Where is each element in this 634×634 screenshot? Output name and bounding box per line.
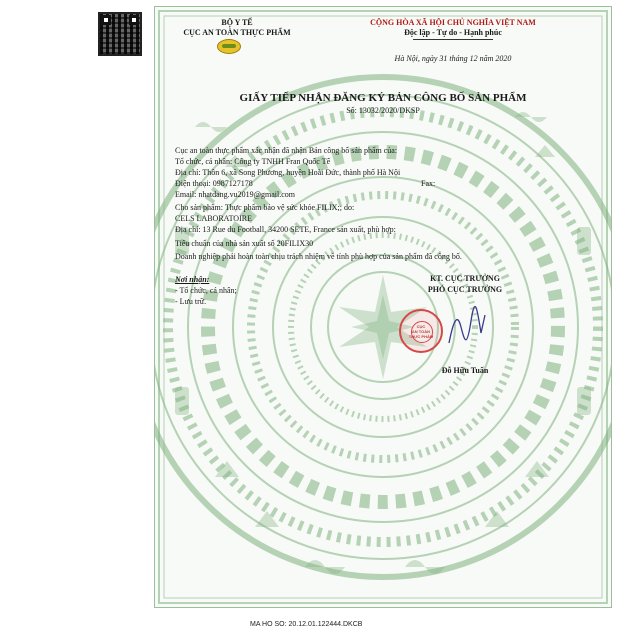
email-line: Email: nhatdang.vu2019@gmail.com — [175, 190, 296, 199]
ministry-name: BỘ Y TẾ — [221, 18, 253, 27]
issue-date: Hà Nội, ngày 31 tháng 12 năm 2020 — [394, 54, 512, 63]
recipients-label: Nơi nhận: — [175, 275, 210, 284]
agency-name: CỤC AN TOÀN THỰC PHẨM — [183, 28, 291, 37]
manufacturer-line: CELS LABORATOIRE — [175, 214, 252, 223]
recipient-item: - Tổ chức, cá nhân; — [175, 286, 237, 295]
organization-line: Tổ chức, cá nhân: Công ty TNHH Fran Quốc Tế — [175, 157, 331, 166]
phone-line: Điện thoại: 0987127178 — [175, 179, 253, 188]
stamp-text: CỤC AN TOÀN THỰC PHẨM — [408, 324, 434, 339]
manufacturer-address-line: Địa chỉ: 13 Rue du Football, 34200 SETE, France sản xuất, phù hợp: — [175, 225, 396, 234]
product-line: Cho sản phẩm: Thực phẩm bảo vệ sức khỏe FILIX;; do: — [175, 203, 355, 212]
document-number: Số: 13032/2020/DKSP — [346, 106, 420, 115]
handwritten-signature — [445, 303, 489, 351]
qr-code — [98, 12, 142, 56]
standard-line: Tiêu chuẩn của nhà sản xuất số 20FILIX30 — [175, 239, 314, 248]
fax-line: Fax: — [421, 179, 436, 188]
republic-title: CỘNG HÒA XÃ HỘI CHỦ NGHĨA VIỆT NAM — [370, 18, 536, 27]
agency-logo-icon — [217, 39, 241, 54]
signer-name: Đỗ Hữu Tuấn — [441, 366, 489, 375]
signer-authority: KT. CỤC TRƯỞNG — [430, 274, 500, 283]
official-stamp — [399, 309, 443, 353]
intro-line: Cục an toàn thực phẩm xác nhận đã nhận Bản công bố sản phẩm của: — [175, 146, 398, 155]
address-line: Địa chỉ: Thôn 6, xã Song Phương, huyện Hoài Đức, thành phố Hà Nội — [175, 168, 401, 177]
certificate-page — [154, 6, 612, 608]
motto: Độc lập - Tự do - Hạnh phúc — [404, 28, 502, 37]
dossier-code: MA HO SO: 20.12.01.122444.DKCB — [250, 621, 363, 628]
responsibility-line: Doanh nghiệp phải hoàn toàn chịu trách nhiệm về tính phù hợp của sản phẩm đã công bố. — [175, 252, 462, 261]
motto-underline — [413, 39, 493, 40]
document-title: GIẤY TIẾP NHẬN ĐĂNG KÝ BẢN CÔNG BỐ SẢN PHẨM — [239, 92, 527, 104]
signer-position: PHÓ CỤC TRƯỞNG — [427, 285, 503, 294]
recipient-item: - Lưu trữ. — [175, 297, 207, 306]
